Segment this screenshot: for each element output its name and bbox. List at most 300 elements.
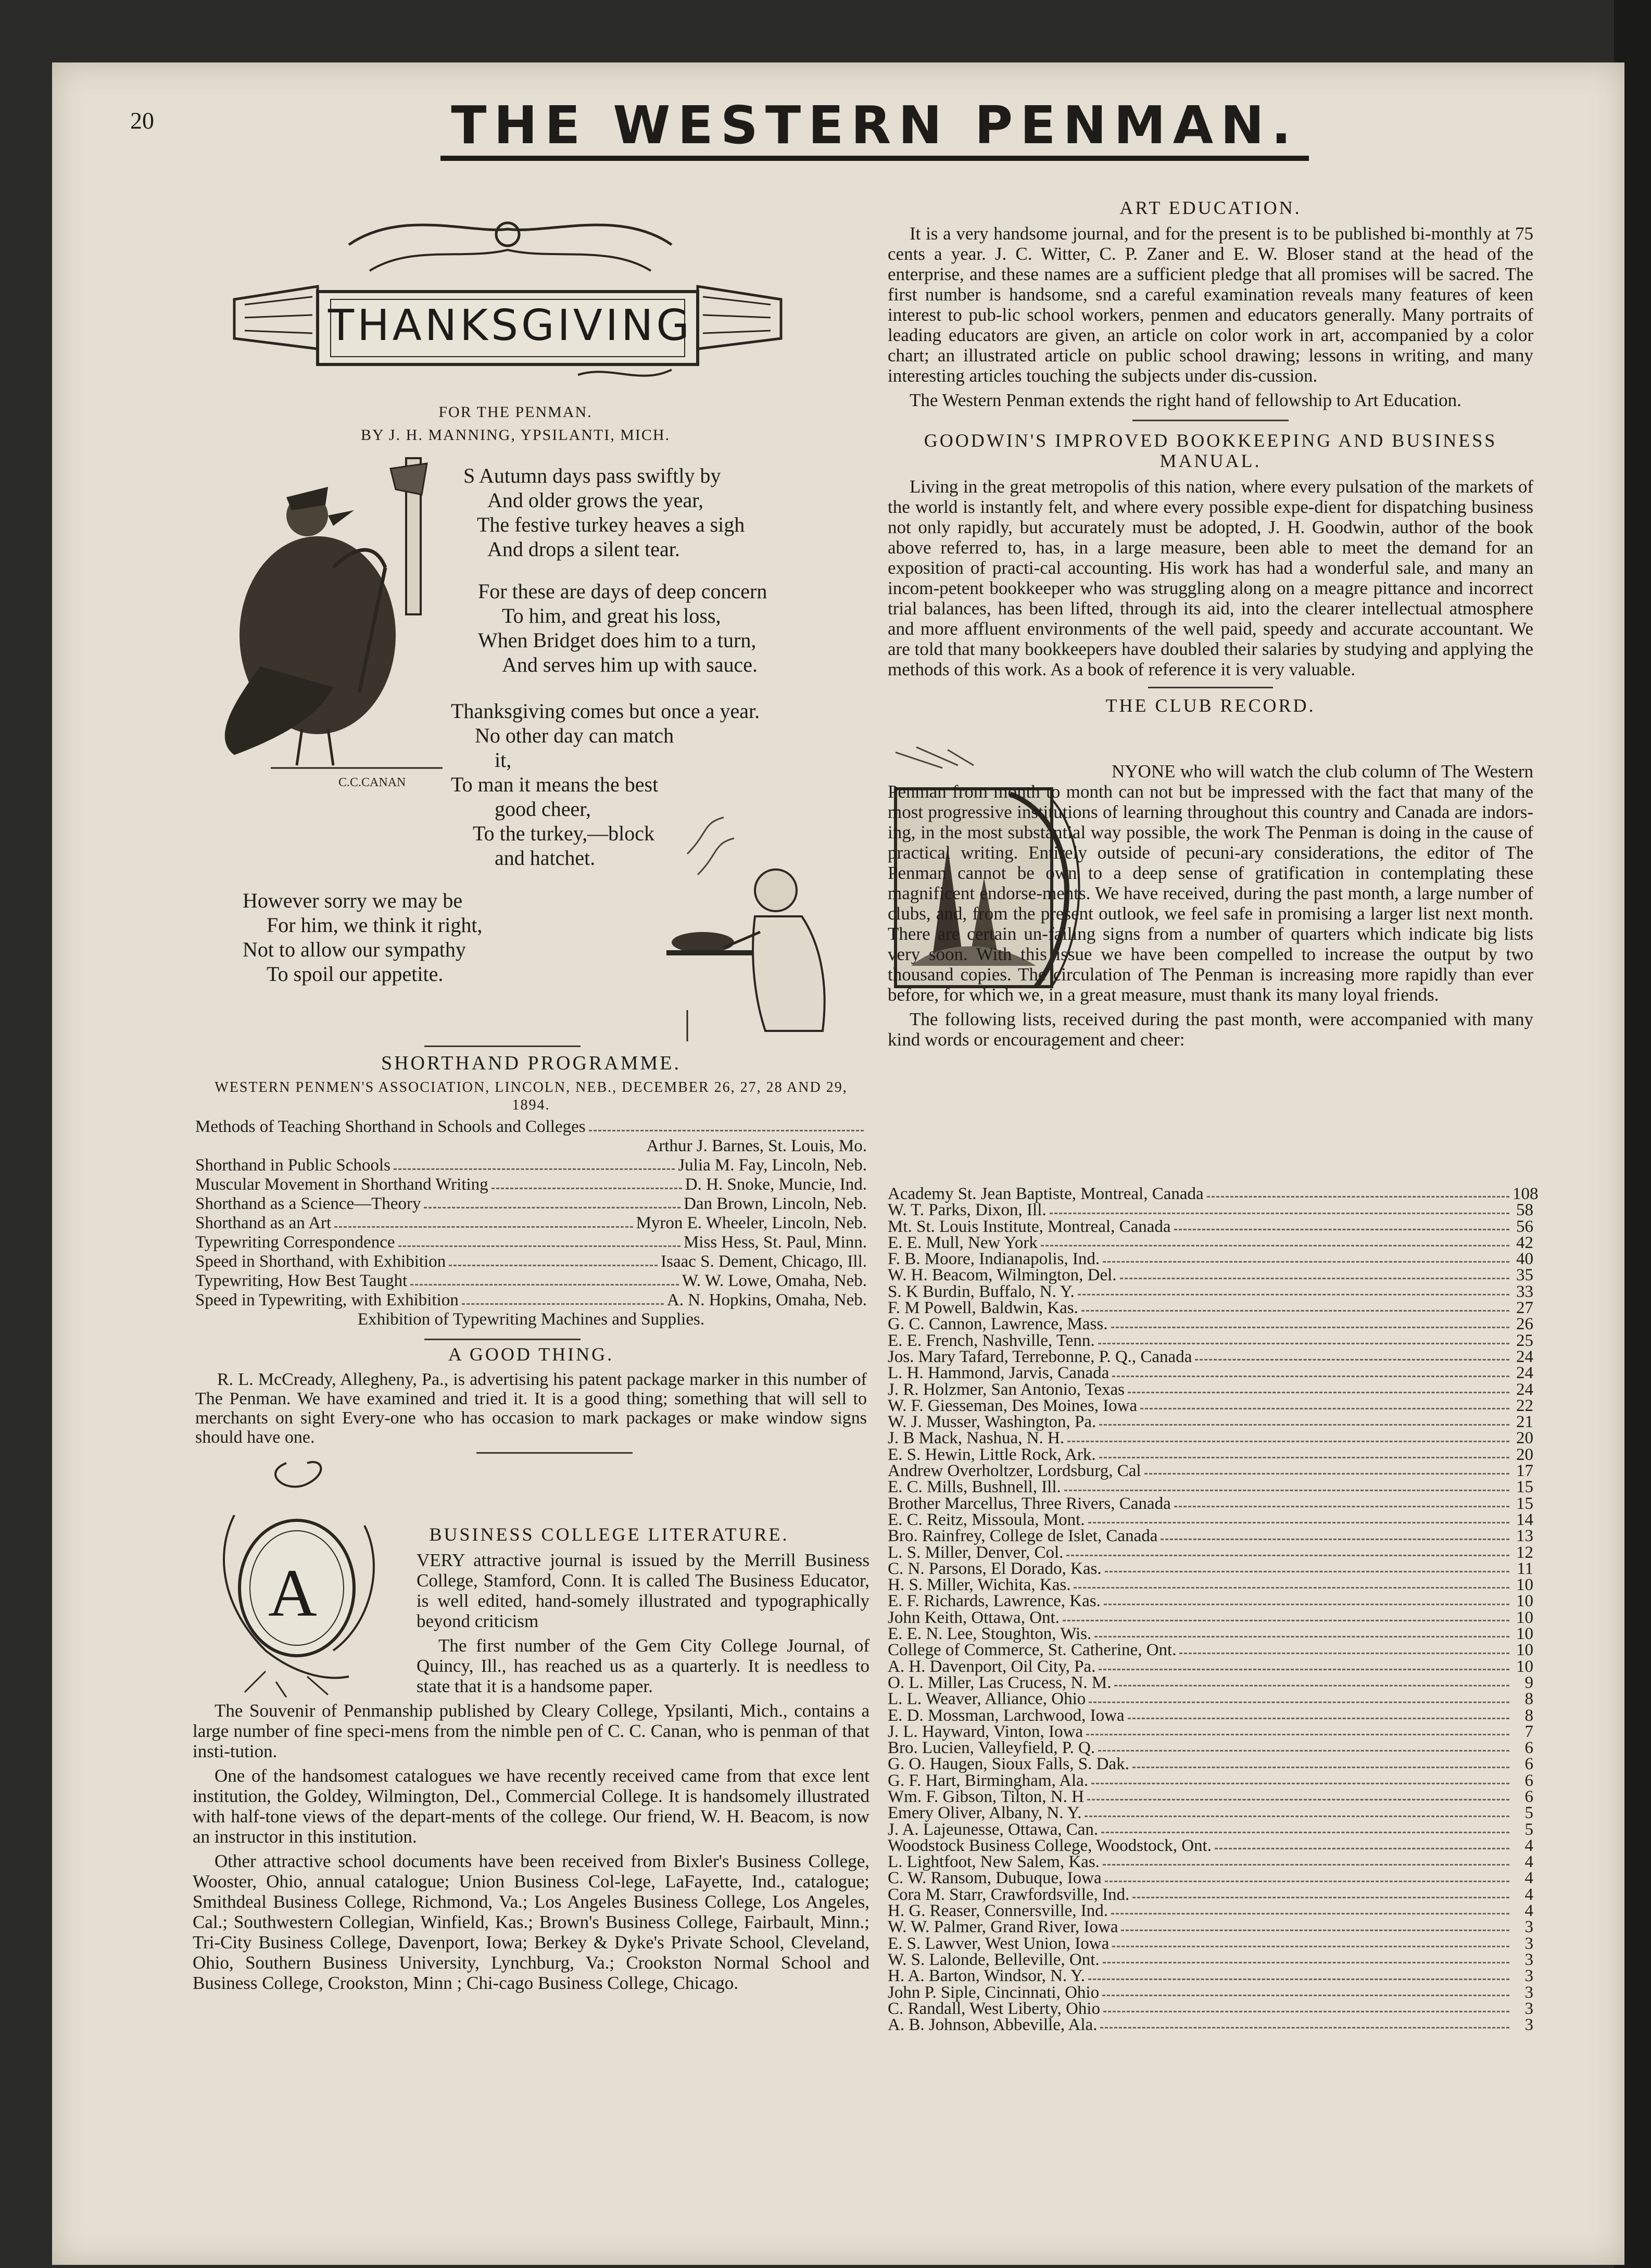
drop-cap-a: A	[268, 1556, 317, 1631]
leader-dots	[1063, 1610, 1509, 1621]
poem-line: And serves him up with sauce.	[502, 653, 758, 676]
business-literature-p3: The Souvenir of Penmanship published by Cleary College, Ypsilanti, Mich., contains a large number of fine speci-mens from the nimble pen of C. C. Canan, who is penman of that insti-tution.	[193, 1700, 869, 1761]
club-entry-count: 56	[1516, 1217, 1533, 1236]
leader-dots	[1132, 1887, 1509, 1898]
club-entry-count: 21	[1516, 1413, 1533, 1432]
shorthand-programme-list	[195, 1117, 867, 1310]
club-entry-name: G. F. Hart, Birmingham, Ala.	[888, 1771, 1089, 1790]
club-entry-count: 17	[1516, 1461, 1533, 1481]
poem-author: BY J. H. MANNING, YPSILANTI, MICH.	[360, 426, 671, 444]
leader-dots	[449, 1252, 658, 1266]
club-entry-count: 7	[1524, 1722, 1533, 1741]
club-entry-count: 6	[1524, 1771, 1533, 1790]
club-entry-name: C. W. Ransom, Dubuque, Iowa	[888, 1869, 1102, 1888]
leader-dots	[1102, 1985, 1509, 1996]
club-entry-name: J. R. Holzmer, San Antonio, Texas	[888, 1380, 1125, 1399]
club-entry-count: 4	[1524, 1836, 1533, 1855]
leader-dots	[1086, 1724, 1509, 1735]
leader-dots	[1050, 1202, 1509, 1214]
poem-line: To the turkey,—block	[473, 822, 654, 845]
leader-dots	[1207, 1186, 1509, 1198]
club-entry-row	[888, 1349, 1533, 1365]
leader-dots	[1098, 1740, 1509, 1752]
leader-dots	[491, 1175, 682, 1189]
art-education-p1: It is a very handsome journal, and for the present is to be published bi-monthly at 75 cents a year. J. C. Witter, C. P. Zaner and E. W. Bloser stand at the head of the enterprise, and these names are a sufficient pledge that all promises will be sacred. The first number is handsome, snd a careful examination reveals many features of keen interest to pub-lic school workers, penmen and educators generally. Many portraits of leading educators are given, an article on color work in art, accompanied by a color chart; an illustrated article on public school drawing; lessons in writing, and many interesting articles touching the subjects under dis-cussion.	[888, 223, 1533, 386]
leader-dots	[1103, 1251, 1509, 1263]
goodwin-title: GOODWIN'S IMPROVED BOOKKEEPING AND BUSINESS MANUAL.	[924, 430, 1497, 471]
club-entry-row	[888, 1202, 1533, 1218]
leader-dots	[394, 1156, 675, 1170]
poem-line: To spoil our appetite.	[267, 962, 444, 986]
club-entry-count: 10	[1516, 1657, 1533, 1676]
leader-dots	[1144, 1463, 1509, 1475]
leader-dots	[1114, 1675, 1509, 1686]
club-entry-count: 4	[1524, 1869, 1533, 1888]
club-entry-count: 3	[1524, 1967, 1533, 1986]
leader-dots	[1161, 1528, 1509, 1540]
club-entry-name: F. M Powell, Baldwin, Kas.	[888, 1299, 1078, 1318]
club-entry-count: 6	[1524, 1787, 1533, 1806]
programme-speaker: Myron E. Wheeler, Lincoln, Neb.	[636, 1214, 867, 1232]
poem-line: However sorry we may be	[243, 889, 463, 912]
club-entry-name: H. S. Miller, Wichita, Kas.	[888, 1576, 1071, 1595]
leader-dots	[589, 1117, 864, 1131]
club-entry-name: E. F. Richards, Lawrence, Kas.	[888, 1592, 1101, 1611]
club-entry-name: E. C. Reitz, Missoula, Mont.	[888, 1510, 1085, 1529]
club-entry-count: 6	[1524, 1738, 1533, 1758]
club-entry-count: 8	[1524, 1706, 1533, 1725]
business-literature-section	[193, 1524, 869, 1997]
club-entry-count: 10	[1516, 1608, 1533, 1627]
turkey-illustration	[198, 448, 443, 791]
programme-speaker: Dan Brown, Lincoln, Neb.	[684, 1194, 867, 1213]
club-entry-count: 15	[1516, 1478, 1533, 1497]
club-entry-name: Wm. F. Gibson, Tilton, N. H	[888, 1787, 1084, 1806]
club-entry-name: John Keith, Ottawa, Ont.	[888, 1608, 1060, 1627]
club-entry-row	[888, 1838, 1533, 1854]
masthead	[198, 95, 1552, 156]
club-entry-row	[888, 1642, 1533, 1658]
club-entry-name: College of Commerce, St. Catherine, Ont.	[888, 1641, 1177, 1660]
programme-topic: Shorthand in Public Schools	[195, 1156, 390, 1175]
programme-topic: Speed in Typewriting, with Exhibition	[195, 1291, 459, 1309]
leader-dots	[1067, 1430, 1509, 1442]
poem-line: S Autumn days pass swiftly by	[463, 464, 721, 487]
leader-dots	[1174, 1219, 1509, 1230]
club-entry-row	[888, 1561, 1533, 1577]
club-entry-name: Andrew Overholtzer, Lordsburg, Cal	[888, 1461, 1141, 1481]
club-entry-count: 10	[1516, 1576, 1533, 1595]
club-entry-name: Bro. Lucien, Valleyfield, P. Q.	[888, 1738, 1095, 1758]
leader-dots	[1091, 1773, 1509, 1784]
leader-dots	[1078, 1284, 1509, 1295]
programme-topic: Muscular Movement in Shorthand Writing	[195, 1175, 488, 1194]
programme-speaker: W. W. Lowe, Omaha, Neb.	[682, 1271, 867, 1290]
club-entry-count: 3	[1524, 1934, 1533, 1953]
thanksgiving-banner-ornament	[213, 213, 802, 385]
club-entry-count: 4	[1524, 1853, 1533, 1872]
leader-dots	[1128, 1708, 1509, 1719]
leader-dots	[1128, 1382, 1509, 1393]
shorthand-section	[195, 1045, 867, 1454]
leader-dots	[1101, 1822, 1509, 1833]
club-entry-row	[888, 1496, 1533, 1512]
leader-dots	[1094, 1626, 1509, 1637]
programme-row	[195, 1214, 867, 1233]
leader-dots	[1104, 1593, 1509, 1605]
leader-dots	[1215, 1838, 1509, 1849]
club-entry-row	[888, 1903, 1533, 1919]
leader-dots	[334, 1214, 633, 1228]
club-entry-name: E. S. Hewin, Little Rock, Ark.	[888, 1445, 1096, 1464]
club-record-intro	[888, 761, 1533, 1054]
club-entry-count: 6	[1524, 1755, 1533, 1774]
programme-row	[195, 1233, 867, 1252]
club-entry-name: E. D. Mossman, Larchwood, Iowa	[888, 1706, 1125, 1725]
page-number: 20	[130, 107, 154, 134]
business-literature-p4: One of the handsomest catalogues we have recently received came from that exce lent institution, the Goldey, Wilmington, Del., Commercial College. It is handsomely illustrated with half-tone views of the depart-ments of the college. Our friend, W. H. Beacom, is now an instructor in this institution.	[193, 1766, 869, 1847]
poem-line: No other day can match	[475, 724, 674, 747]
club-entry-name: E. E. N. Lee, Stoughton, Wis.	[888, 1624, 1092, 1644]
poem-line: And drops a silent tear.	[487, 537, 680, 561]
poem-line: To him, and great his loss,	[502, 604, 721, 627]
divider	[424, 1045, 581, 1047]
club-entry-row	[888, 1235, 1533, 1251]
club-entry-name: W. S. Lalonde, Belleville, Ont.	[888, 1950, 1100, 1969]
leader-dots	[1099, 1414, 1509, 1426]
leader-dots	[410, 1271, 678, 1286]
club-entry-name: H. A. Barton, Windsor, N. Y.	[888, 1967, 1086, 1986]
club-entry-name: W. F. Giesseman, Des Moines, Iowa	[888, 1396, 1138, 1415]
good-thing-title: A GOOD THING.	[448, 1344, 614, 1365]
leader-dots	[1074, 1577, 1509, 1589]
club-entry-count: 27	[1516, 1299, 1533, 1318]
poem-line: For him, we think it right,	[267, 913, 483, 937]
club-entry-count: 24	[1516, 1364, 1533, 1383]
programme-row	[195, 1252, 867, 1271]
programme-row	[195, 1117, 867, 1137]
leader-dots	[1098, 1333, 1509, 1344]
club-entry-count: 10	[1516, 1592, 1533, 1611]
club-entry-row	[888, 1479, 1533, 1495]
club-entry-count: 3	[1524, 1983, 1533, 2002]
poem-line: And older grows the year,	[487, 488, 703, 512]
club-record-p2: The following lists, received during the past month, were accompanied with many kind words or encouragement and cheer:	[888, 1009, 1533, 1050]
club-entry-row	[888, 1414, 1533, 1430]
divider	[1132, 420, 1289, 421]
club-entry-row	[888, 1805, 1533, 1821]
club-entry-name: Mt. St. Louis Institute, Montreal, Canada	[888, 1217, 1171, 1236]
club-entry-name: J. L. Hayward, Vinton, Iowa	[888, 1722, 1083, 1741]
club-entry-row	[888, 1952, 1533, 1968]
divider	[424, 1339, 581, 1340]
poem-stanza-2	[478, 579, 767, 677]
leader-dots	[1112, 1936, 1509, 1947]
club-entry-count: 24	[1516, 1347, 1533, 1366]
leader-dots	[1112, 1365, 1509, 1377]
club-entry-row	[888, 1985, 1533, 2001]
programme-speaker: Miss Hess, St. Paul, Minn.	[683, 1233, 867, 1252]
leader-dots	[1100, 2017, 1509, 2028]
club-entry-row	[888, 1691, 1533, 1707]
business-literature-p1: VERY attractive journal is issued by the Merrill Business College, Stamford, Conn. It is called The Business Educator, is well edited, hand-somely illustrated and typographically beyond criticism	[417, 1550, 869, 1631]
poem-line: For these are days of deep concern	[478, 579, 767, 603]
masthead-title: THE WESTERN PENMAN.	[440, 95, 1309, 161]
club-entry-row	[888, 1398, 1533, 1414]
club-entry-count: 20	[1516, 1429, 1533, 1448]
club-entry-row	[888, 1284, 1533, 1300]
business-literature-p2: The first number of the Gem City College Journal, of Quincy, Ill., has reached us as a quarterly. It is needless to state that it is a handsome paper.	[417, 1635, 869, 1696]
programme-topic: Typewriting, How Best Taught	[195, 1271, 408, 1290]
club-entry-row	[888, 1708, 1533, 1724]
programme-speaker: Julia M. Fay, Lincoln, Neb.	[678, 1156, 867, 1175]
poem-byline	[333, 401, 698, 447]
programme-row	[195, 1291, 867, 1310]
club-entry-name: W. T. Parks, Dixon, Ill.	[888, 1201, 1047, 1220]
shorthand-subtitle: WESTERN PENMEN'S ASSOCIATION, LINCOLN, NEB., DECEMBER 26, 27, 28 AND 29, 1894.	[215, 1079, 848, 1113]
leader-dots	[1121, 1919, 1509, 1931]
club-entry-count: 4	[1524, 1885, 1533, 1904]
club-entry-row	[888, 1675, 1533, 1691]
club-entry-name: Academy St. Jean Baptiste, Montreal, Canada	[888, 1185, 1204, 1203]
club-entry-name: G. O. Haugen, Sioux Falls, S. Dak.	[888, 1755, 1129, 1774]
leader-dots	[1111, 1316, 1510, 1328]
club-entry-count: 14	[1516, 1510, 1533, 1529]
club-entry-count: 42	[1516, 1233, 1533, 1252]
programme-topic: Methods of Teaching Shorthand in Schools and Colleges	[195, 1117, 586, 1136]
club-entry-row	[888, 1185, 1539, 1203]
club-entry-count: 26	[1516, 1315, 1533, 1334]
business-literature-title: BUSINESS COLLEGE LITERATURE.	[429, 1524, 789, 1545]
club-entry-row	[888, 1870, 1533, 1886]
club-entry-row	[888, 1773, 1533, 1789]
club-entry-row	[888, 1463, 1533, 1479]
leader-dots	[424, 1194, 680, 1208]
club-entry-row	[888, 1593, 1533, 1609]
club-entry-name: L. S. Miller, Denver, Col.	[888, 1543, 1064, 1562]
club-entry-name: G. C. Cannon, Lawrence, Mass.	[888, 1315, 1108, 1334]
club-entry-count: 5	[1524, 1804, 1533, 1823]
art-education-title: ART EDUCATION.	[1119, 197, 1302, 218]
thanksgiving-banner-text: THANKSGIVING	[328, 301, 692, 350]
club-entry-name: Emery Oliver, Albany, N. Y.	[888, 1804, 1082, 1823]
leader-dots	[1099, 1659, 1509, 1670]
club-entry-count: 4	[1524, 1901, 1533, 1921]
divider	[1148, 687, 1273, 688]
poem-line: Not to allow our sympathy	[243, 938, 466, 961]
programme-topic: Speed in Shorthand, with Exhibition	[195, 1252, 446, 1271]
club-entry-name: J. A. Lajeunesse, Ottawa, Can.	[888, 1820, 1099, 1839]
leader-dots	[1174, 1496, 1509, 1507]
club-entry-count: 24	[1516, 1380, 1533, 1399]
programme-speaker: D. H. Snoke, Muncie, Ind.	[685, 1175, 867, 1194]
poem-stanza-4	[243, 888, 482, 986]
leader-dots	[1087, 1789, 1509, 1800]
programme-row	[195, 1156, 867, 1175]
club-entry-row	[888, 1659, 1533, 1675]
club-entry-count: 3	[1524, 1918, 1533, 1937]
club-entry-count: 8	[1524, 1690, 1533, 1709]
club-entry-row	[888, 1968, 1533, 1984]
programme-row	[195, 1175, 867, 1194]
leader-dots	[1120, 1267, 1509, 1279]
club-entry-name: Jos. Mary Tafard, Terrebonne, P. Q., Canada	[888, 1347, 1192, 1366]
business-literature-p5: Other attractive school documents have been received from Bixler's Business College, Wooster, Ohio, annual catalogue; Union Business Col-lege, LaFayette, Ind., catalogue; Smithdeal Business College, Richmond, Va.; Los Angeles Business College, Los Angeles, Cal.; Southwestern Collegian, Winfield, Kas.; Brown's Business College, Fairbault, Minn.; Tri-City Business College, Davenport, Iowa; Berkey & Dyke's Private School, Cleveland, Ohio, Southern Business University, Lynchburg, Va.; Crookston Normal School and Business College, Crookston, Minn ; Chi-cago Business College, Chicago.	[193, 1851, 869, 1993]
leader-dots	[1103, 1854, 1509, 1866]
club-entry-count: 3	[1524, 2015, 1533, 2035]
club-record-p1: NYONE who will watch the club column of The Western Penman from month to month can not but be impressed with the fact that many of the most progressive institutions of learning throughout this country and Canada are indors-ing, in the most substantial way possible, the work The Penman is doing in the cause of practical writing. Entirely outside of pecuni-ary considerations, the editor of The Penman cannot be own to a deep sense of gratification in contemplating these magnificent endorse-ments. We have received, during the past month, a large number of clubs, and, from the present outlook, we feel safe in promising a larger list next month. There are certain un-failing signs from a number of quarters which indicate big lists very soon. With this issue we have been compelled to increase the output by two thousand copies. The circulation of The Penman is increasing more rapidly than ever before, for which we, in a great measure, must thank its many loyal friends.	[888, 761, 1533, 1005]
club-entry-row	[888, 1219, 1533, 1235]
club-entry-row	[888, 1251, 1533, 1267]
club-entry-name: A. H. Davenport, Oil City, Pa.	[888, 1657, 1096, 1676]
programme-topic: Shorthand as a Science—Theory	[195, 1194, 421, 1213]
club-entry-count: 25	[1516, 1331, 1533, 1350]
programme-row	[195, 1194, 867, 1214]
leader-dots	[1066, 1545, 1509, 1556]
leader-dots	[1103, 1952, 1509, 1963]
programme-row	[195, 1137, 867, 1156]
club-record-title: THE CLUB RECORD.	[1105, 695, 1316, 716]
club-entry-row	[888, 1528, 1533, 1544]
club-entry-count: 9	[1524, 1673, 1533, 1692]
club-entry-row	[888, 1919, 1533, 1935]
club-entry-name: W. H. Beacom, Wilmington, Del.	[888, 1266, 1117, 1285]
club-entry-count: 12	[1516, 1543, 1533, 1562]
club-entry-row	[888, 1447, 1533, 1463]
club-entry-row	[888, 1577, 1533, 1593]
goodwin-text: Living in the great metropolis of this nation, where every pulsation of the markets of the world is instantly felt, and where every possible expe-dient for dispatching business not only rapidly, but accurately must be adopted, J. H. Goodwin, author of the book above referred to, has, in a large measure, been able to meet the demand for an exposition of practi-cal accounting. His work has had a wonderful sale, and many an incom-petent bookkeeper who was struggling along on a meagre pittance and incorrect trial balances, has been lifted, through its aid, into the clearer intellectual atmosphere and more affluent environments of the well paid, speedy and accurate accountant. We are told that many bookkeepers have doubled their salaries by studying and applying the methods of this work. As a book of reference it is very valuable.	[888, 476, 1533, 679]
club-entry-row	[888, 1300, 1533, 1316]
club-entry-name: A. B. Johnson, Abbeville, Ala.	[888, 2015, 1098, 2035]
club-entry-row	[888, 1365, 1533, 1381]
club-entry-row	[888, 1740, 1533, 1756]
leader-dots	[1179, 1642, 1509, 1654]
club-entry-count: 33	[1516, 1282, 1533, 1301]
club-entry-count: 11	[1517, 1559, 1533, 1578]
good-thing-text: R. L. McCready, Allegheny, Pa., is advertising his patent package marker in this number of The Penman. We have examined and tried it. It is a good thing; something that will sell to merchants on sight Every-one who has occasion to mark packages or make window signs should have one.	[195, 1370, 867, 1447]
club-entry-count: 10	[1516, 1624, 1533, 1644]
leader-dots	[1195, 1349, 1509, 1360]
club-entry-row	[888, 2017, 1533, 2033]
poem-line: it,	[495, 748, 512, 772]
poem-line: To man it means the best	[451, 773, 659, 796]
club-entry-count: 15	[1516, 1494, 1533, 1513]
leader-dots	[1081, 1300, 1509, 1312]
club-entry-row	[888, 1822, 1533, 1838]
club-entry-name: F. B. Moore, Indianapolis, Ind.	[888, 1250, 1100, 1269]
illustrator-signature: C.C.CANAN	[338, 776, 406, 789]
club-entry-name: W. W. Palmer, Grand River, Iowa	[888, 1918, 1118, 1937]
club-entry-row	[888, 1382, 1533, 1398]
leader-dots	[1099, 1447, 1509, 1458]
leader-dots	[1041, 1235, 1509, 1246]
leader-dots	[1089, 1691, 1509, 1703]
shorthand-closing: Exhibition of Typewriting Machines and Supplies.	[357, 1310, 705, 1329]
leader-dots	[1105, 1870, 1509, 1882]
club-entry-row	[888, 1267, 1533, 1283]
club-entry-row	[888, 1610, 1533, 1626]
club-entry-name: C. Randall, West Liberty, Ohio	[888, 1999, 1100, 2018]
woman-at-table-illustration	[656, 812, 843, 1041]
club-entry-name: J. B Mack, Nashua, N. H.	[888, 1429, 1065, 1448]
leader-dots	[1085, 1805, 1509, 1817]
club-entry-name: L. Lightfoot, New Salem, Kas.	[888, 1853, 1100, 1872]
poem-line: and hatchet.	[495, 846, 596, 870]
club-entry-count: 58	[1516, 1201, 1533, 1220]
poem-stanza-1	[463, 463, 745, 561]
leader-dots	[1105, 1561, 1509, 1572]
club-entry-row	[888, 1333, 1533, 1349]
programme-topic: Shorthand as an Art	[195, 1214, 332, 1232]
club-entry-count: 10	[1516, 1641, 1533, 1660]
club-entry-name: C. N. Parsons, El Dorado, Kas.	[888, 1559, 1102, 1578]
poem-line: The festive turkey heaves a sigh	[477, 513, 745, 536]
leader-dots	[398, 1233, 680, 1247]
club-entry-name: Cora M. Starr, Crawfordsville, Ind.	[888, 1885, 1130, 1904]
club-entry-row	[888, 2001, 1533, 2017]
art-education-section	[888, 198, 1533, 721]
club-entry-count: 3	[1524, 1999, 1533, 2018]
leader-dots	[1088, 1512, 1509, 1523]
club-entry-name: O. L. Miller, Las Crucess, N. M.	[888, 1673, 1112, 1692]
club-entry-count: 13	[1516, 1527, 1533, 1546]
club-entry-row	[888, 1854, 1533, 1870]
club-entry-name: L. H. Hammond, Jarvis, Canada	[888, 1364, 1110, 1383]
leader-dots	[1064, 1479, 1509, 1491]
club-entry-name: S. K Burdin, Buffalo, N. Y.	[888, 1282, 1075, 1301]
programme-topic: Typewriting Correspondence	[195, 1233, 395, 1252]
club-entry-name: H. G. Reaser, Connersville, Ind.	[888, 1901, 1108, 1921]
club-entry-name: John P. Siple, Cincinnati, Ohio	[888, 1983, 1100, 2002]
shorthand-title: SHORTHAND PROGRAMME.	[381, 1052, 681, 1074]
club-entry-name: E. C. Mills, Bushnell, Ill.	[888, 1478, 1061, 1497]
club-entry-row	[888, 1316, 1533, 1332]
club-entry-row	[888, 1936, 1533, 1952]
club-entry-row	[888, 1789, 1533, 1805]
club-entry-row	[888, 1545, 1533, 1561]
poem-line: good cheer,	[495, 797, 591, 821]
club-entry-name: Brother Marcellus, Three Rivers, Canada	[888, 1494, 1171, 1513]
club-entry-row	[888, 1430, 1533, 1446]
leader-dots	[1132, 1756, 1509, 1768]
club-entry-count: 20	[1516, 1445, 1533, 1464]
for-the-penman: FOR THE PENMAN.	[438, 404, 593, 421]
leader-dots	[1111, 1903, 1509, 1914]
club-entry-name: W. J. Musser, Washington, Pa.	[888, 1413, 1097, 1432]
club-entry-row	[888, 1724, 1533, 1740]
club-entry-row	[888, 1512, 1533, 1528]
club-entry-name: E. S. Lawver, West Union, Iowa	[888, 1934, 1110, 1953]
leader-dots	[1088, 1968, 1509, 1980]
club-entry-row	[888, 1756, 1533, 1772]
programme-speaker: Isaac S. Dement, Chicago, Ill.	[661, 1252, 867, 1271]
club-entry-row	[888, 1887, 1533, 1903]
club-entry-count: 22	[1516, 1396, 1533, 1415]
club-entry-name: E. E. Mull, New York	[888, 1233, 1038, 1252]
spacer	[195, 1137, 647, 1156]
programme-speaker: A. N. Hopkins, Omaha, Neb.	[666, 1291, 867, 1309]
leader-dots	[1140, 1398, 1509, 1409]
leader-dots	[462, 1291, 664, 1305]
club-entry-count: 3	[1524, 1950, 1533, 1969]
club-record-list	[888, 1185, 1539, 2035]
club-entry-count: 5	[1524, 1820, 1533, 1839]
poem-line: When Bridget does him to a turn,	[478, 628, 757, 652]
programme-row	[195, 1271, 867, 1291]
poem-line: Thanksgiving comes but once a year.	[451, 699, 760, 723]
club-entry-name: L. L. Weaver, Alliance, Ohio	[888, 1690, 1086, 1709]
club-entry-count: 35	[1516, 1266, 1533, 1285]
